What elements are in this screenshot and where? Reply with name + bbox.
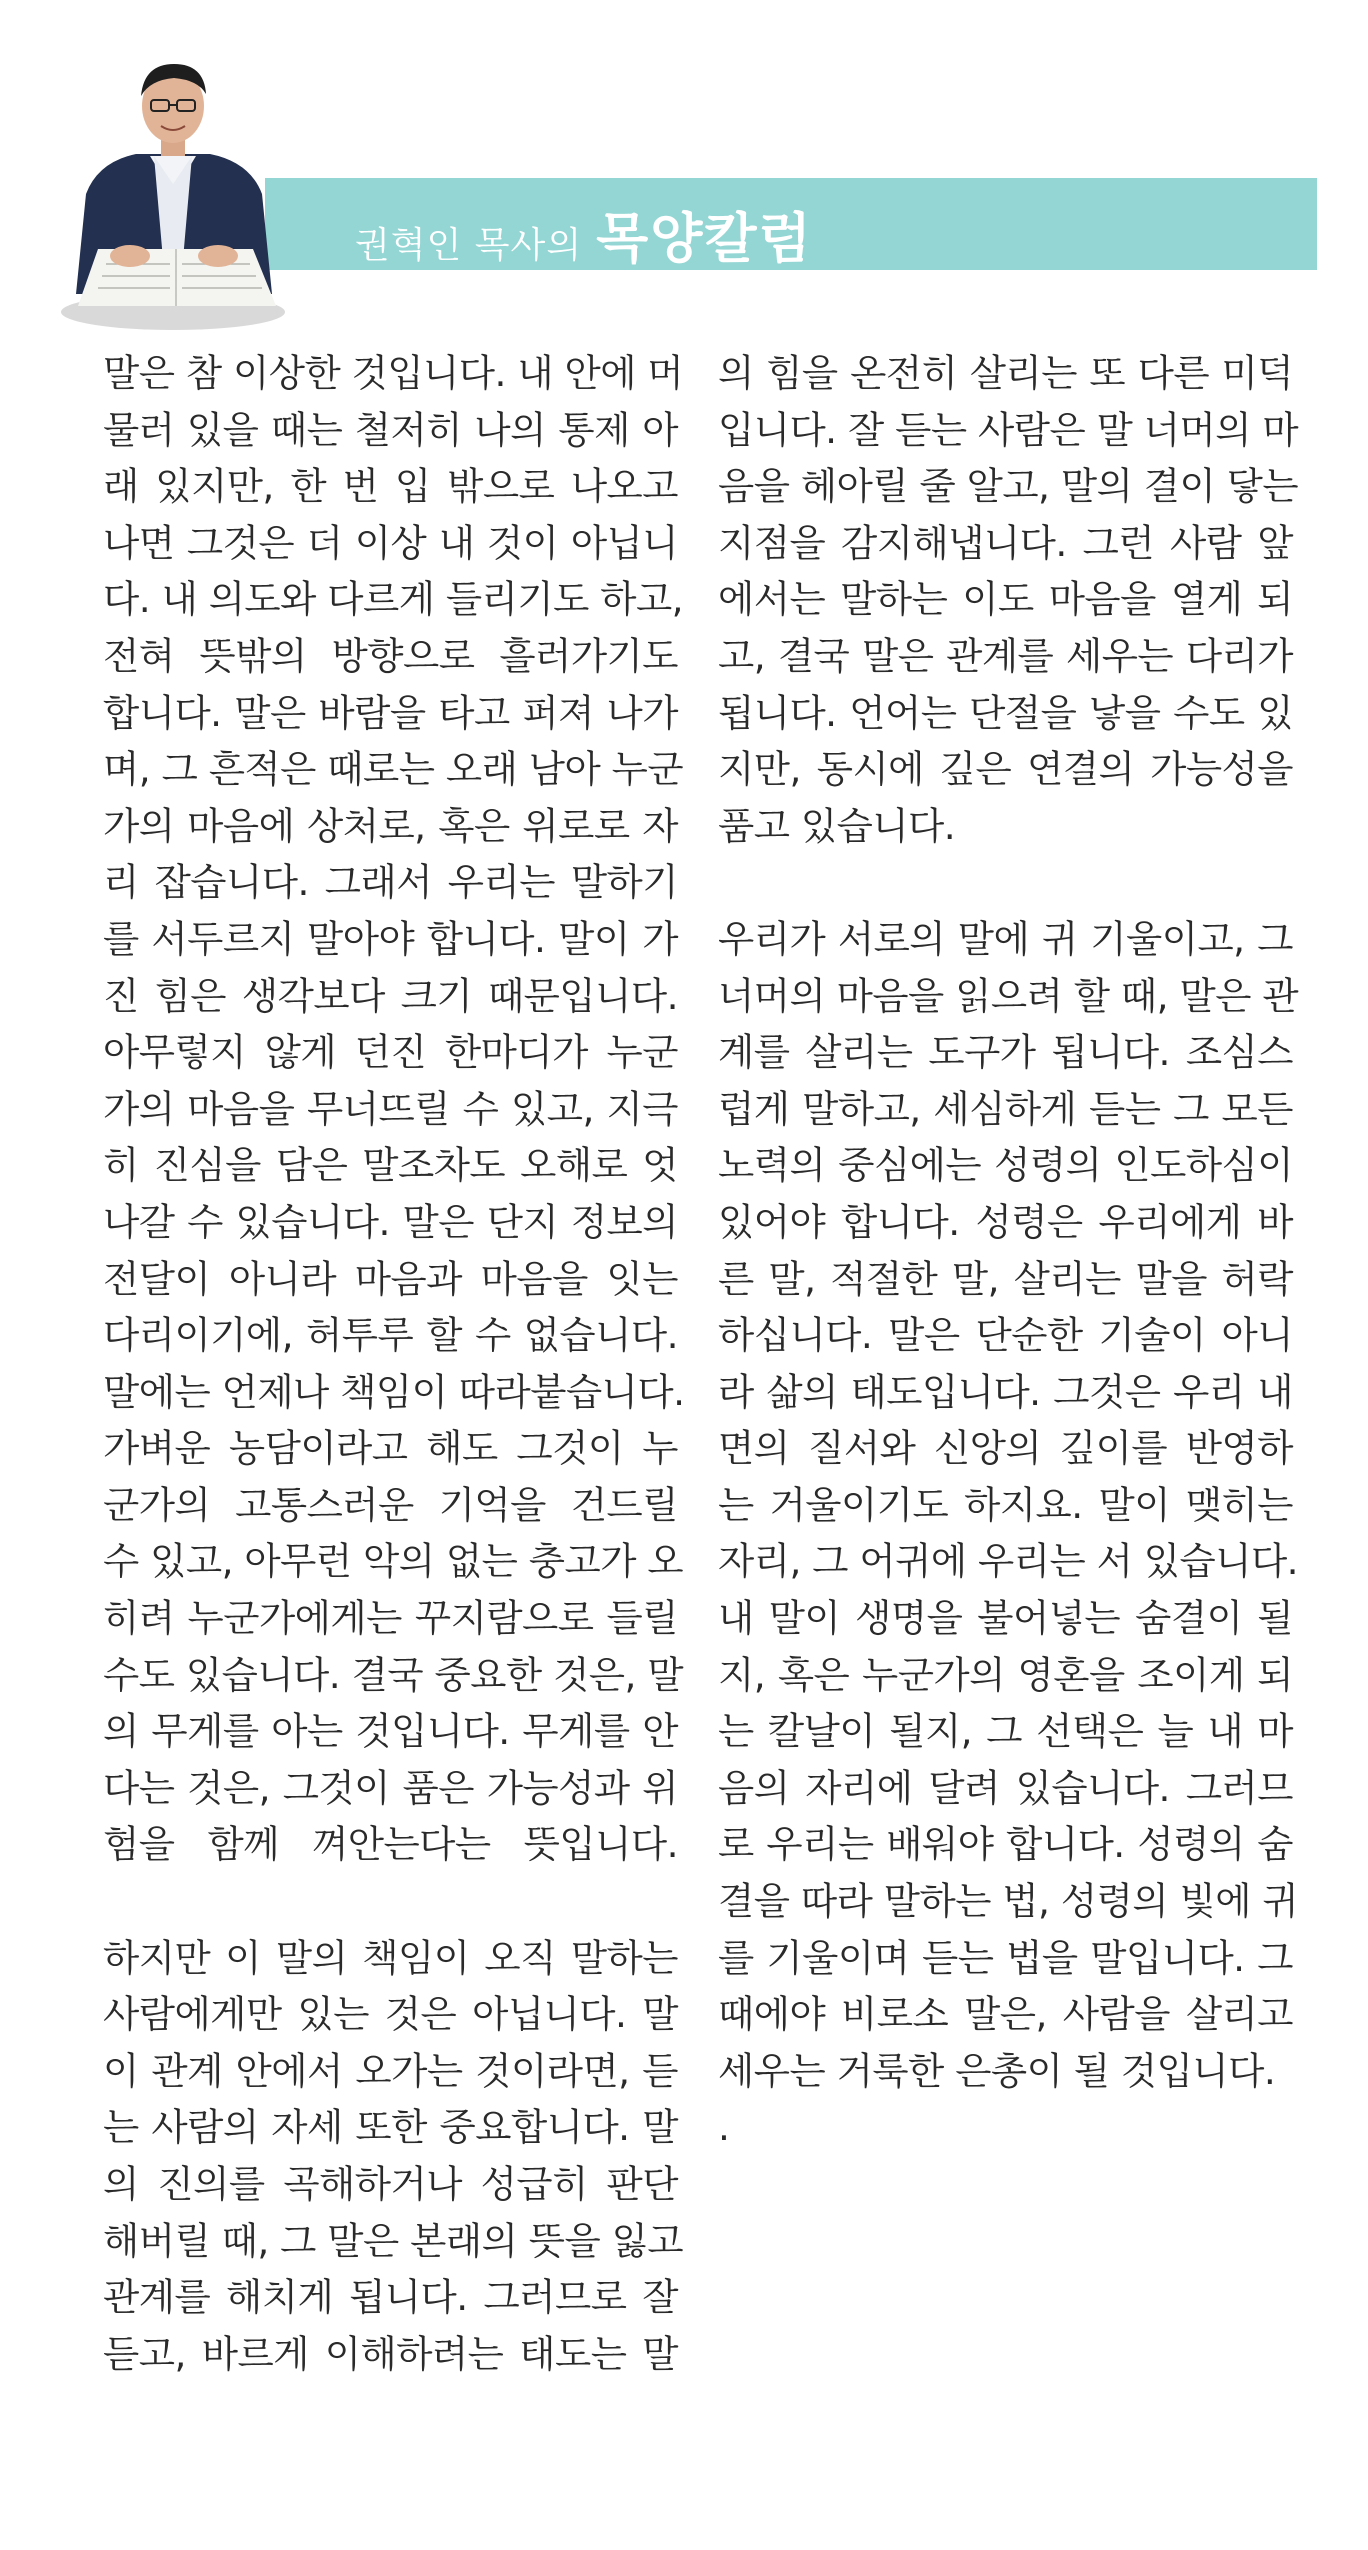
text-line: 음을 헤아릴 줄 알고, 말의 결이 닿는 xyxy=(718,464,1299,509)
text-line: 다리이기에, 허투루 할 수 없습니다. xyxy=(103,1313,678,1358)
column-right xyxy=(718,345,1299,2156)
text-line: 이 관계 안에서 오가는 것이라면, 듣 xyxy=(103,2048,678,2093)
text-line: 수 있고, 아무런 악의 없는 충고가 오 xyxy=(103,1539,684,1584)
text-line: 지, 혹은 누군가의 영혼을 조이게 되 xyxy=(718,1652,1293,1697)
text-line: 나갈 수 있습니다. 말은 단지 정보의 xyxy=(103,1199,678,1244)
text-line: 나면 그것은 더 이상 내 것이 아닙니 xyxy=(103,520,678,565)
paragraph-gap xyxy=(103,1873,678,1930)
text-line: 하십니다. 말은 단순한 기술이 아니 xyxy=(718,1313,1293,1358)
text-line: 노력의 중심에는 성령의 인도하심이 xyxy=(718,1143,1293,1188)
header-title: 목양칼럼 xyxy=(596,207,813,270)
paragraph-4 xyxy=(718,911,1299,2156)
text-line: 를 서두르지 말아야 합니다. 말이 가 xyxy=(103,916,678,961)
text-line: 말은 참 이상한 것입니다. 내 안에 머 xyxy=(103,351,684,395)
text-line: 다. 내 의도와 다르게 들리기도 하고, xyxy=(103,577,684,622)
text-line: 우리가 서로의 말에 귀 기울이고, 그 xyxy=(718,916,1293,961)
text-line: 수도 있습니다. 결국 중요한 것은, 말 xyxy=(103,1652,684,1697)
paragraph-gap xyxy=(718,854,1293,911)
text-line: 됩니다. 언어는 단절을 낳을 수도 있 xyxy=(718,690,1293,735)
text-line: 가벼운 농담이라고 해도 그것이 누 xyxy=(103,1426,678,1471)
text-line: 히려 누군가에게는 꾸지람으로 들릴 xyxy=(103,1596,678,1641)
text-line: 듣고, 바르게 이해하려는 태도는 말 xyxy=(103,2331,678,2376)
paragraph-1 xyxy=(103,345,685,1873)
text-line: 에서는 말하는 이도 마음을 열게 되 xyxy=(718,577,1293,622)
header-subtitle: 권혁인 목사의 xyxy=(355,225,583,266)
text-line: 다는 것은, 그것이 품은 가능성과 위 xyxy=(103,1765,678,1810)
text-line: 의 진의를 곡해하거나 성급히 판단 xyxy=(103,2162,678,2206)
text-line: 라 삶의 태도입니다. 그것은 우리 내 xyxy=(718,1369,1293,1414)
text-line: 는 거울이기도 하지요. 말이 맺히는 xyxy=(718,1482,1293,1527)
text-line: 품고 있습니다. xyxy=(718,803,956,848)
text-line: 관계를 해치게 됩니다. 그러므로 잘 xyxy=(103,2275,678,2320)
text-line: 며, 그 흔적은 때로는 오래 남아 누군 xyxy=(103,747,684,792)
text-line: 로 우리는 배워야 합니다. 성령의 숨 xyxy=(718,1822,1293,1867)
text-line: 계를 살리는 도구가 됩니다. 조심스 xyxy=(718,1030,1293,1075)
text-line: 지만, 동시에 깊은 연결의 가능성을 xyxy=(718,747,1293,792)
text-line: 럽게 말하고, 세심하게 듣는 그 모든 xyxy=(718,1086,1293,1131)
text-line: 음의 자리에 달려 있습니다. 그러므 xyxy=(718,1765,1293,1810)
text-line: 전달이 아니라 마음과 마음을 잇는 xyxy=(103,1256,678,1301)
text-line: 자리, 그 어귀에 우리는 서 있습니다. xyxy=(718,1539,1299,1584)
text-line: 때에야 비로소 말은, 사람을 살리고 xyxy=(718,1992,1293,2037)
text-line: 하지만 이 말의 책임이 오직 말하는 xyxy=(103,1935,678,1980)
column-left xyxy=(103,345,685,2382)
text-line: 의 힘을 온전히 살리는 또 다른 미덕 xyxy=(718,351,1293,395)
text-line: 전혀 뜻밖의 방향으로 흘러가기도 xyxy=(103,633,678,678)
text-line: 의 무게를 아는 것입니다. 무게를 안 xyxy=(103,1709,678,1754)
text-line: 아무렇지 않게 던진 한마디가 누군 xyxy=(103,1030,678,1075)
text-line: 합니다. 말은 바람을 타고 퍼져 나가 xyxy=(103,690,678,735)
text-line: 진 힘은 생각보다 크기 때문입니다. xyxy=(103,973,678,1018)
text-line: 너머의 마음을 읽으려 할 때, 말은 관 xyxy=(718,973,1299,1018)
paragraph-2 xyxy=(103,1930,684,2383)
text-line: 말에는 언제나 책임이 따라붙습니다. xyxy=(103,1369,685,1414)
column-header-title xyxy=(355,196,813,270)
text-line: 를 기울이며 듣는 법을 말입니다. 그 xyxy=(718,1935,1293,1980)
text-line: 리 잡습니다. 그래서 우리는 말하기 xyxy=(103,860,678,905)
text-line: . xyxy=(718,2105,730,2150)
text-line: 결을 따라 말하는 법, 성령의 빛에 귀 xyxy=(718,1879,1299,1924)
text-line: 고, 결국 말은 관계를 세우는 다리가 xyxy=(718,633,1293,678)
text-line: 물러 있을 때는 철저히 나의 통제 아 xyxy=(103,407,678,452)
text-line: 면의 질서와 신앙의 깊이를 반영하 xyxy=(718,1426,1293,1471)
text-line: 는 사람의 자세 또한 중요합니다. 말 xyxy=(103,2105,678,2150)
text-line: 래 있지만, 한 번 입 밖으로 나오고 xyxy=(103,464,678,509)
text-line: 지점을 감지해냅니다. 그런 사람 앞 xyxy=(718,520,1293,565)
text-line: 사람에게만 있는 것은 아닙니다. 말 xyxy=(103,1992,678,2037)
text-line: 가의 마음을 무너뜨릴 수 있고, 지극 xyxy=(103,1086,678,1131)
text-line: 내 말이 생명을 불어넣는 숨결이 될 xyxy=(718,1596,1293,1641)
text-line: 험을 함께 껴안는다는 뜻입니다. xyxy=(103,1822,678,1867)
text-line: 입니다. 잘 듣는 사람은 말 너머의 마 xyxy=(718,407,1299,452)
text-line: 군가의 고통스러운 기억을 건드릴 xyxy=(103,1482,678,1527)
paragraph-3 xyxy=(718,345,1299,854)
text-line: 른 말, 적절한 말, 살리는 말을 허락 xyxy=(718,1256,1293,1301)
text-line: 히 진심을 담은 말조차도 오해로 엇 xyxy=(103,1143,678,1188)
text-line: 가의 마음에 상처로, 혹은 위로로 자 xyxy=(103,803,678,848)
pastor-photo xyxy=(58,44,288,334)
text-line: 해버릴 때, 그 말은 본래의 뜻을 잃고 xyxy=(103,2218,684,2263)
text-line: 는 칼날이 될지, 그 선택은 늘 내 마 xyxy=(718,1709,1293,1754)
text-line: 세우는 거룩한 은총이 될 것입니다. xyxy=(718,2048,1276,2093)
text-line: 있어야 합니다. 성령은 우리에게 바 xyxy=(718,1199,1293,1244)
